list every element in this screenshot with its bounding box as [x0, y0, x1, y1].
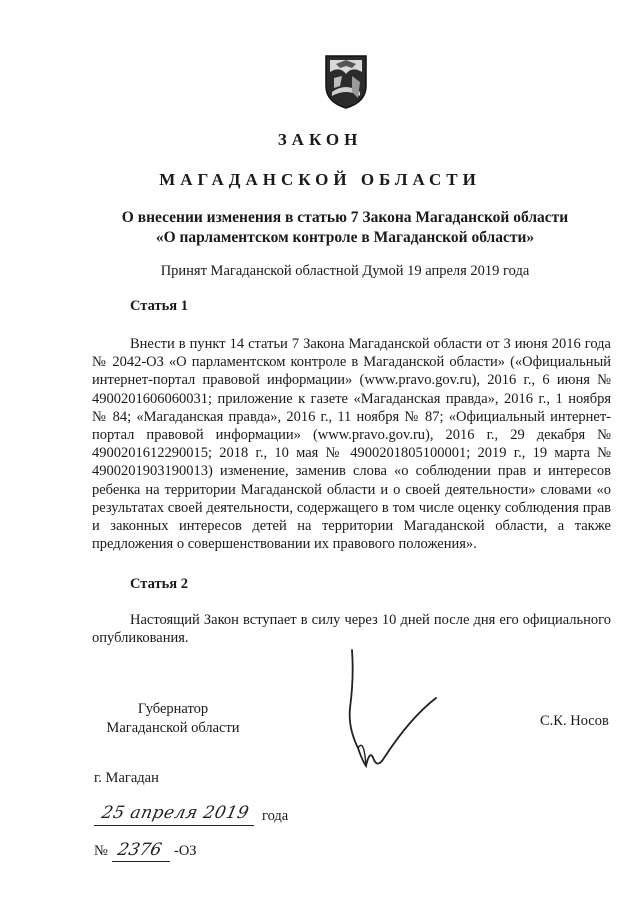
article-2-heading: Статья 2: [130, 576, 188, 592]
number-field: [112, 842, 170, 862]
law-name: [80, 208, 610, 248]
adoption-note: Принят Магаданской областной Думой 19 апреля 2019 года: [160, 263, 530, 279]
signatory-position: [98, 700, 248, 738]
number-prefix: №: [94, 843, 108, 859]
article-1-heading: Статья 1: [130, 298, 188, 314]
signatory-position-line-2: Магаданской области: [106, 720, 240, 736]
number-suffix: -ОЗ: [174, 843, 197, 859]
law-name-line-2: «О парламентском контроле в Магаданской области»: [155, 229, 535, 246]
article-1-text: Внести в пункт 14 статьи 7 Закона Магаданской области от 3 июня 2016 года № 2042-ОЗ «О парламентском контроле в Магаданской области» («Официальный интернет-портал правовой информации» (www.pravo.gov.ru), 2016 г., 6 июня № 4900201606060031; приложение к газете «Магаданская правда», 2016 г., 1 ноября № 84; «Магаданская правда», 2016 г., 11 ноября № 87; «Официальный интернет-портал правовой информации» (www.pravo.gov.ru), 2016 г., 29 декабря № 4900201612290015; 2018 г., 10 мая № 4900201805100001; 2019 г., 19 марта № 4900201903190013) изменение, заменив слова «о соблюдении прав и интересов ребенка на территории Магаданской области и о своей деятельности» словами «о результатах своей деятельности, содержащего в том числе оценку соблюдения прав и законных интересов детей на территории Магаданской области, а также предложения о совершенствовании их правового положения».: [92, 336, 611, 553]
handwritten-signature: [340, 648, 450, 778]
date-suffix: года: [262, 808, 289, 824]
issuer-title: МАГАДАНСКОЙ ОБЛАСТИ: [159, 170, 481, 189]
handwritten-date: 25 апреля 2019: [99, 803, 251, 823]
document-type-title: ЗАКОН: [277, 130, 363, 149]
law-name-line-1: О внесении изменения в статью 7 Закона Магаданской области: [121, 209, 569, 226]
coat-of-arms-icon: [322, 52, 370, 110]
place-of-signing: г. Магадан: [94, 770, 159, 786]
handwritten-number: 2376: [115, 840, 164, 860]
signatory-name: С.К. Носов: [540, 713, 609, 729]
signatory-position-line-1: Губернатор: [137, 701, 209, 717]
article-2-text: Настоящий Закон вступает в силу через 10 дней после дня его официального опубликования.: [92, 612, 611, 647]
date-field: [94, 805, 254, 826]
